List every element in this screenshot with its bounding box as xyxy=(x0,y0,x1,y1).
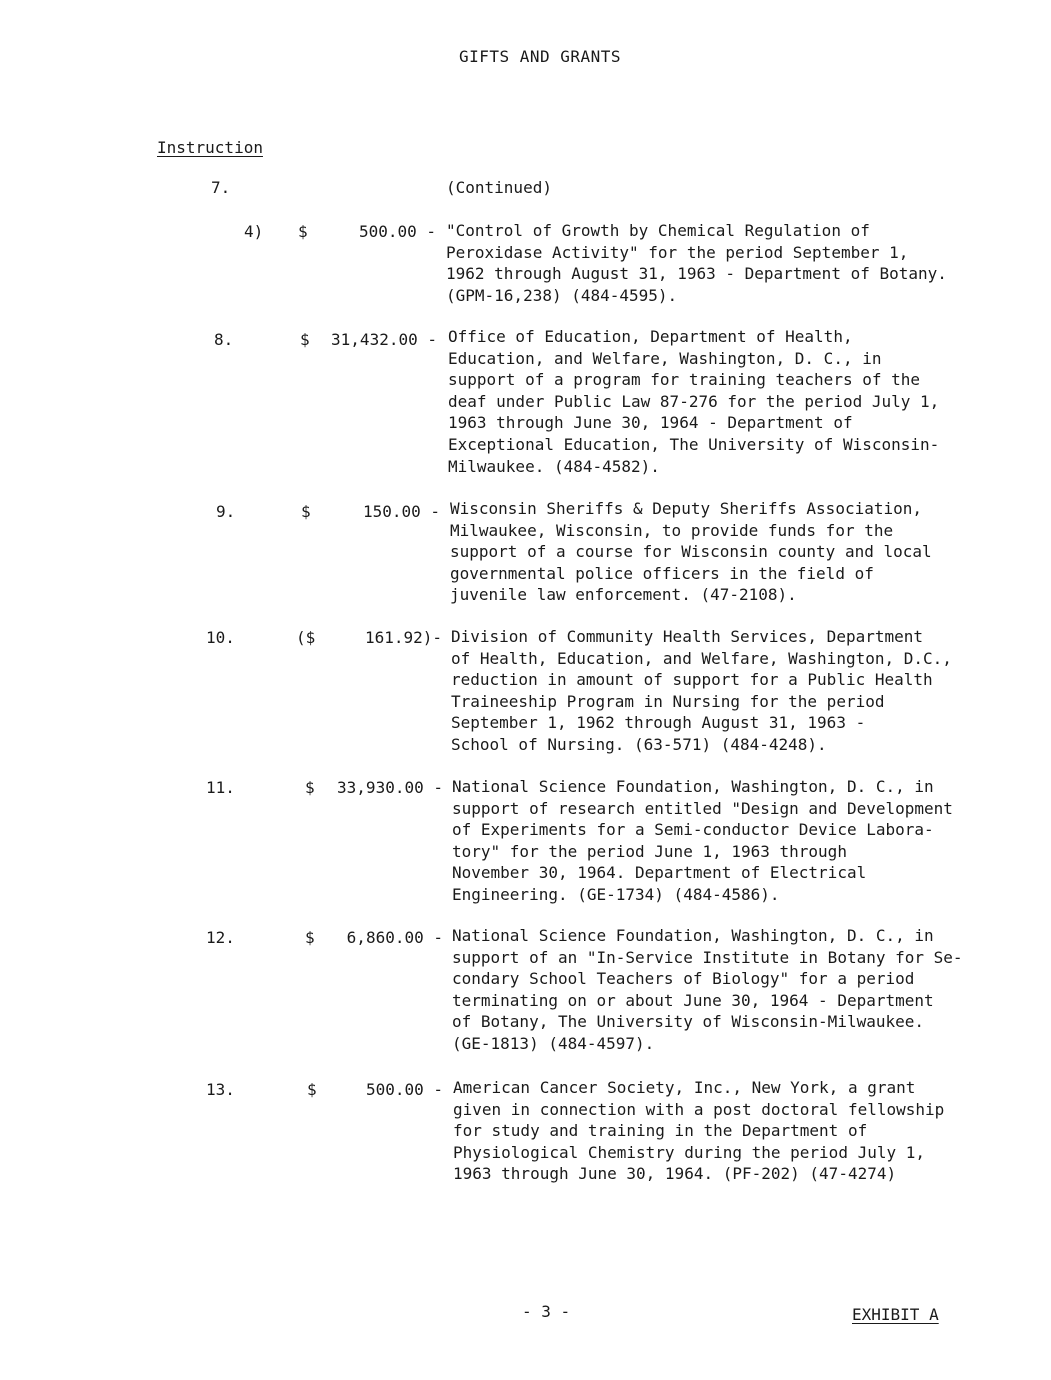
entry-number: 10. xyxy=(206,628,235,647)
description-line: support of an "In-Service Institute in Botany for Se- xyxy=(452,947,963,967)
continued-item-number: 7. xyxy=(211,178,231,197)
description-line: juvenile law enforcement. (47-2108). xyxy=(450,585,797,605)
description-line: Wisconsin Sheriffs & Deputy Sheriffs Association, xyxy=(450,499,923,518)
description-line: Engineering. (GE-1734) (484-4586). xyxy=(452,884,780,904)
description-line: tory" for the period June 1, 1963 through xyxy=(452,841,847,861)
page-title: GIFTS AND GRANTS xyxy=(458,47,622,66)
entry-dollar-sign: ($ xyxy=(296,628,316,647)
description-line: Office of Education, Department of Health, xyxy=(448,327,853,346)
entry-description xyxy=(452,925,963,1055)
entry-amount: 31,432.00 - xyxy=(331,330,437,349)
entry-number: 13. xyxy=(206,1080,235,1099)
entry-description xyxy=(451,626,952,756)
entry-dollar-sign: $ xyxy=(305,778,315,797)
description-line: Physiological Chemistry during the period July 1, xyxy=(453,1142,926,1162)
description-line: 1962 through August 31, 1963 - Department of Botany. xyxy=(446,264,947,284)
description-line: of Health, Education, and Welfare, Washington, D.C., xyxy=(451,648,952,668)
description-line: terminating on or about June 30, 1964 - Department xyxy=(452,990,934,1010)
entry-number: 8. xyxy=(214,330,234,349)
description-line: reduction in amount of support for a Public Health xyxy=(451,670,933,690)
description-line: Milwaukee, Wisconsin, to provide funds for the xyxy=(450,520,894,540)
description-line: 1963 through June 30, 1964 - Department of xyxy=(448,413,853,433)
description-line: Exceptional Education, The University of Wisconsin- xyxy=(448,434,940,454)
description-line: given in connection with a post doctoral fellowship xyxy=(453,1099,945,1119)
description-line: (GPM-16,238) (484-4595). xyxy=(446,285,678,305)
description-line: Education, and Welfare, Washington, D. C., in xyxy=(448,348,882,368)
description-line: Peroxidase Activity" for the period September 1, xyxy=(446,242,909,262)
description-line: deaf under Public Law 87-276 for the period July 1, xyxy=(448,391,940,411)
entry-dollar-sign: $ xyxy=(300,330,310,349)
description-line: National Science Foundation, Washington, D. C., in xyxy=(452,926,934,945)
continued-label: (Continued) xyxy=(446,178,552,197)
description-line: governmental police officers in the field of xyxy=(450,563,874,583)
description-line: for study and training in the Department of xyxy=(453,1121,868,1141)
entry-description xyxy=(453,1077,944,1185)
entry-description xyxy=(450,498,932,606)
description-line: Division of Community Health Services, Department xyxy=(451,627,924,646)
entry-number: 4) xyxy=(244,222,264,241)
entry-amount: 6,860.00 - xyxy=(346,928,443,947)
description-line: of Experiments for a Semi-conductor Device Labora- xyxy=(452,820,934,840)
description-line: Traineeship Program in Nursing for the period xyxy=(451,691,885,711)
entry-dollar-sign: $ xyxy=(305,928,315,947)
page-number: - 3 - xyxy=(522,1302,571,1321)
section-heading: Instruction xyxy=(157,138,263,157)
entry-amount: 500.00 - xyxy=(358,222,436,241)
description-line: September 1, 1962 through August 31, 1963 - xyxy=(451,713,866,733)
description-line: support of a program for training teachers of the xyxy=(448,370,921,390)
description-line: "Control of Growth by Chemical Regulation of xyxy=(446,221,870,240)
entry-amount: 150.00 - xyxy=(362,502,440,521)
description-line: Milwaukee. (484-4582). xyxy=(448,456,660,476)
description-line: condary School Teachers of Biology" for a period xyxy=(452,969,915,989)
entry-amount: 161.92)- xyxy=(364,628,442,647)
description-line: of Botany, The University of Wisconsin-Milwaukee. xyxy=(452,1012,925,1032)
entry-description xyxy=(446,220,947,306)
description-line: 1963 through June 30, 1964. (PF-202) (47-4274) xyxy=(453,1164,897,1184)
description-line: National Science Foundation, Washington, D. C., in xyxy=(452,777,934,796)
description-line: (GE-1813) (484-4597). xyxy=(452,1033,655,1053)
description-line: support of research entitled "Design and Development xyxy=(452,798,953,818)
exhibit-label: EXHIBIT A xyxy=(852,1305,939,1324)
description-line: American Cancer Society, Inc., New York, a grant xyxy=(453,1078,916,1097)
entry-dollar-sign: $ xyxy=(301,502,311,521)
entry-number: 9. xyxy=(216,502,236,521)
entry-number: 12. xyxy=(206,928,235,947)
entry-number: 11. xyxy=(206,778,235,797)
description-line: support of a course for Wisconsin county and local xyxy=(450,542,932,562)
description-line: School of Nursing. (63-571) (484-4248). xyxy=(451,734,827,754)
entry-amount: 500.00 - xyxy=(365,1080,443,1099)
entry-description xyxy=(448,326,939,477)
description-line: November 30, 1964. Department of Electrical xyxy=(452,863,867,883)
entry-amount: 33,930.00 - xyxy=(337,778,443,797)
entry-description xyxy=(452,776,953,906)
entry-dollar-sign: $ xyxy=(307,1080,317,1099)
entry-dollar-sign: $ xyxy=(298,222,308,241)
